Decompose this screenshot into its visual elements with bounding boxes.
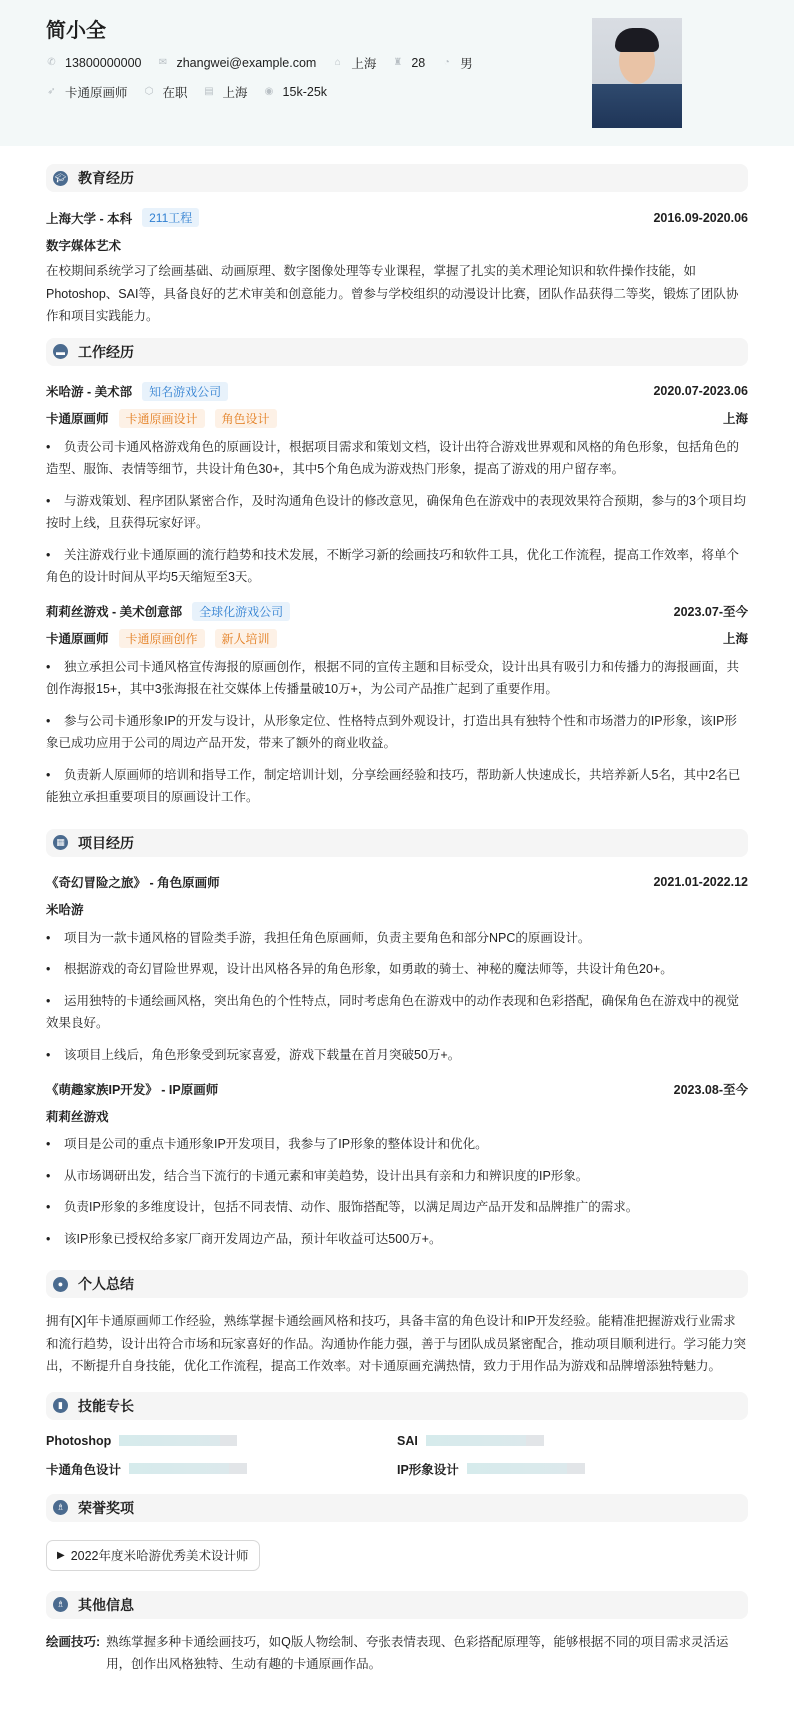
section-title: 工作经历 [78, 343, 134, 360]
work-date: 2020.07-2023.06 [653, 384, 748, 398]
salary-icon: ◉ [264, 86, 274, 97]
bullet-item: • 负责新人原画师的培训和指导工作，制定培训计划，分享绘画经验和技巧，帮助新人快速成长，共培养新人5名，其中2名已能独立承担重要项目的原画设计工作。 [46, 767, 741, 804]
profile-header [0, 0, 794, 146]
other-info-item [46, 1631, 748, 1676]
project-entry [46, 869, 748, 1067]
company-tag: 知名游戏公司 [142, 382, 228, 401]
caret-right-icon: ▶ [57, 1549, 65, 1561]
grid-icon: ▦ [53, 835, 68, 850]
project-entry [46, 1075, 748, 1250]
city: 上海 [351, 56, 377, 71]
school-tag: 211工程 [142, 208, 199, 227]
section-title: 教育经历 [78, 170, 134, 186]
skill-name: Photoshop [46, 1433, 112, 1448]
role-tag: 卡通原画创作 [119, 629, 205, 648]
company: 米哈游 - 美术部 [46, 385, 133, 399]
skill-level-bar [426, 1435, 544, 1446]
project-title: 《奇幻冒险之旅》 - 角色原画师 [46, 876, 220, 890]
company-tag: 全球化游戏公司 [192, 602, 290, 621]
bullet-item: • 根据游戏的奇幻冒险世界观，设计出风格各异的角色形象，如勇敢的骑士、神秘的魔法师等，共设计角色20+。 [46, 962, 673, 976]
skill-name: IP形象设计 [397, 1462, 459, 1477]
cake-icon: ♜ [393, 57, 403, 68]
section-summary-header [46, 1270, 748, 1298]
bullet-item: • 关注游戏行业卡通原画的流行趋势和技术发展，不断学习新的绘画技巧和软件工具，优化工作流程，提高工作效率，将单个角色的设计时间从平均5天缩短至3天。 [46, 547, 740, 584]
work-location: 上海 [722, 412, 748, 426]
building-icon: ▤ [204, 86, 214, 97]
role-tag: 新人培训 [215, 629, 277, 648]
skill-name: SAI [397, 1433, 418, 1448]
project-company: 莉莉丝游戏 [46, 1109, 109, 1124]
bullet-list [46, 656, 748, 809]
salary: 15k-25k [282, 84, 328, 99]
bar-chart-icon: ▮ [53, 1398, 68, 1413]
section-work-header [46, 338, 748, 366]
email[interactable]: zhangwei@example.com [176, 55, 317, 70]
bullet-item: • 负责IP形象的多维度设计，包括不同表情、动作、服饰搭配等，以满足周边产品开发和品牌推广的需求。 [46, 1200, 639, 1214]
section-title: 荣誉奖项 [78, 1499, 134, 1516]
work-location: 上海 [722, 632, 748, 646]
skill-item [46, 1460, 397, 1478]
section-honors-header [46, 1494, 748, 1522]
project-title: 《萌趣家族IP开发》 - IP原画师 [46, 1082, 219, 1097]
skill-level-bar [129, 1463, 247, 1474]
bullet-item: • 该IP形象已授权给多家厂商开发周边产品，预计年收益可达500万+。 [46, 1231, 442, 1246]
section-skills-header [46, 1392, 748, 1420]
summary-text: 拥有[X]年卡通原画师工作经验，熟练掌握卡通绘画风格和技巧，具备丰富的角色设计和IP开发经验。能精准把握游戏行业需求和流行趋势，设计出符合市场和玩家喜好的作品。沟通协作能力强，善于与团队成员紧密配合，推动项目顺利进行。学习能力突出，不断提升自身技能，优化工作流程，提高工作效率。对卡通原画充满热情，致力于用作品为游戏和品牌增添独特魅力。 [46, 1314, 747, 1373]
user-icon: ● [53, 1277, 68, 1292]
skills-grid [46, 1432, 748, 1478]
send-icon: ➶ [47, 86, 56, 97]
candidate-name: 简小全 [46, 20, 106, 42]
skill-item [397, 1432, 748, 1450]
job-status: 在职 [162, 85, 188, 100]
school: 上海大学 - 本科 [46, 211, 133, 226]
bullet-item: • 项目为一款卡通风格的冒险类手游，我担任角色原画师，负责主要角色和部分NPC的原画设计。 [46, 930, 591, 945]
phone: 13800000000 [65, 55, 142, 70]
home-icon: ⌂ [334, 57, 341, 68]
graduation-cap-icon: 🎓︎ [53, 171, 68, 186]
section-projects-header [46, 829, 748, 857]
role-tag: 角色设计 [215, 409, 277, 428]
briefcase-icon: ▬ [53, 344, 68, 359]
section-other-header [46, 1591, 748, 1619]
project-company: 米哈游 [46, 903, 84, 917]
bullet-item: • 项目是公司的重点卡通形象IP开发项目，我参与了IP形象的整体设计和优化。 [46, 1137, 488, 1151]
bullet-item: • 从市场调研出发，结合当下流行的卡通元素和审美趋势，设计出具有亲和力和辨识度的IP形象。 [46, 1168, 589, 1183]
other-key: 绘画技巧: [46, 1634, 101, 1649]
section-title: 项目经历 [78, 834, 134, 851]
edu-date: 2016.09-2020.06 [653, 210, 748, 225]
bullet-item: • 与游戏策划、程序团队紧密合作，及时沟通角色设计的修改意见，确保角色在游戏中的表现效果符合预期，参与的3个项目均按时上线，且获得玩家好评。 [46, 493, 746, 530]
info-icon: ♗ [53, 1597, 68, 1612]
section-title: 其他信息 [78, 1596, 134, 1613]
role: 卡通原画师 [46, 412, 109, 426]
bullet-list [46, 1133, 748, 1250]
work-entry [46, 598, 748, 809]
gender-icon: ◔ [443, 57, 450, 68]
bullet-item: • 运用独特的卡通绘画风格，突出角色的个性特点，同时考虑角色在游戏中的动作表现和色彩搭配，确保角色在游戏中的视觉效果良好。 [46, 993, 740, 1030]
gender: 男 [460, 56, 473, 71]
skill-name: 卡通角色设计 [46, 1462, 122, 1477]
job-title: 卡通原画师 [65, 85, 128, 100]
bullet-item: • 独立承担公司卡通风格宣传海报的原画创作，根据不同的宣传主题和目标受众，设计出具有吸引力和传播力的海报画面，共创作海报15+，其中3张海报在社交媒体上传播量破10万+，为公司产品推广起到了重要作用。 [46, 659, 740, 696]
work-entry [46, 378, 748, 589]
other-value: 熟练掌握多种卡通绘画技巧，如Q版人物绘制、夸张表情表现、色彩搭配原理等，能够根据不同的项目需求灵活运用，创作出风格独特、生动有趣的卡通原画作品。 [106, 1634, 729, 1671]
skill-item [397, 1460, 748, 1478]
target-city: 上海 [222, 85, 248, 100]
avatar-photo [592, 18, 682, 128]
work-date: 2023.07-至今 [673, 605, 748, 619]
bullet-item: • 该项目上线后，角色形象受到玩家喜爱，游戏下载量在首月突破50万+。 [46, 1047, 461, 1062]
age: 28 [411, 55, 426, 70]
phone-icon: ✆ [47, 57, 56, 68]
honor-item[interactable]: ▶ 2022年度米哈游优秀美术设计师 [46, 1540, 260, 1571]
bullet-list [46, 436, 748, 589]
role: 卡通原画师 [46, 632, 109, 646]
bullet-item: • 负责公司卡通风格游戏角色的原画设计，根据项目需求和策划文档，设计出符合游戏世界观和风格的角色形象，包括角色的造型、服饰、表情等细节，共设计角色30+，其中5个角色成为游戏热门形象，提高了游戏的用户留存率。 [46, 439, 740, 476]
bullet-list [46, 927, 748, 1067]
bullet-item: • 参与公司卡通形象IP的开发与设计，从形象定位、性格特点到外观设计，打造出具有独特个性和市场潜力的IP形象，该IP形象已成功应用于公司的周边产品开发，带来了额外的商业收益。 [46, 713, 737, 750]
section-education-header [46, 164, 748, 192]
skill-level-bar [119, 1435, 237, 1446]
status-icon: ⬡ [144, 86, 154, 97]
major: 数字媒体艺术 [46, 238, 122, 253]
skill-level-bar [467, 1463, 585, 1474]
award-icon: ♗ [53, 1500, 68, 1515]
project-date: 2023.08-至今 [673, 1082, 748, 1097]
project-date: 2021.01-2022.12 [653, 875, 748, 889]
skill-item [46, 1432, 397, 1450]
education-entry [46, 204, 748, 328]
section-title: 技能专长 [78, 1397, 134, 1414]
section-title: 个人总结 [78, 1276, 134, 1292]
company: 莉莉丝游戏 - 美术创意部 [46, 605, 183, 619]
mail-icon: ✉ [158, 57, 168, 68]
edu-description: 在校期间系统学习了绘画基础、动画原理、数字图像处理等专业课程，掌握了扎实的美术理论知识和软件操作技能，如Photoshop、SAI等，具备良好的艺术审美和创意能力。曾参与学校组织的动漫设计比赛，团队作品获得二等奖，锻炼了团队协作和项目实践能力。 [46, 264, 739, 323]
role-tag: 卡通原画设计 [119, 409, 205, 428]
